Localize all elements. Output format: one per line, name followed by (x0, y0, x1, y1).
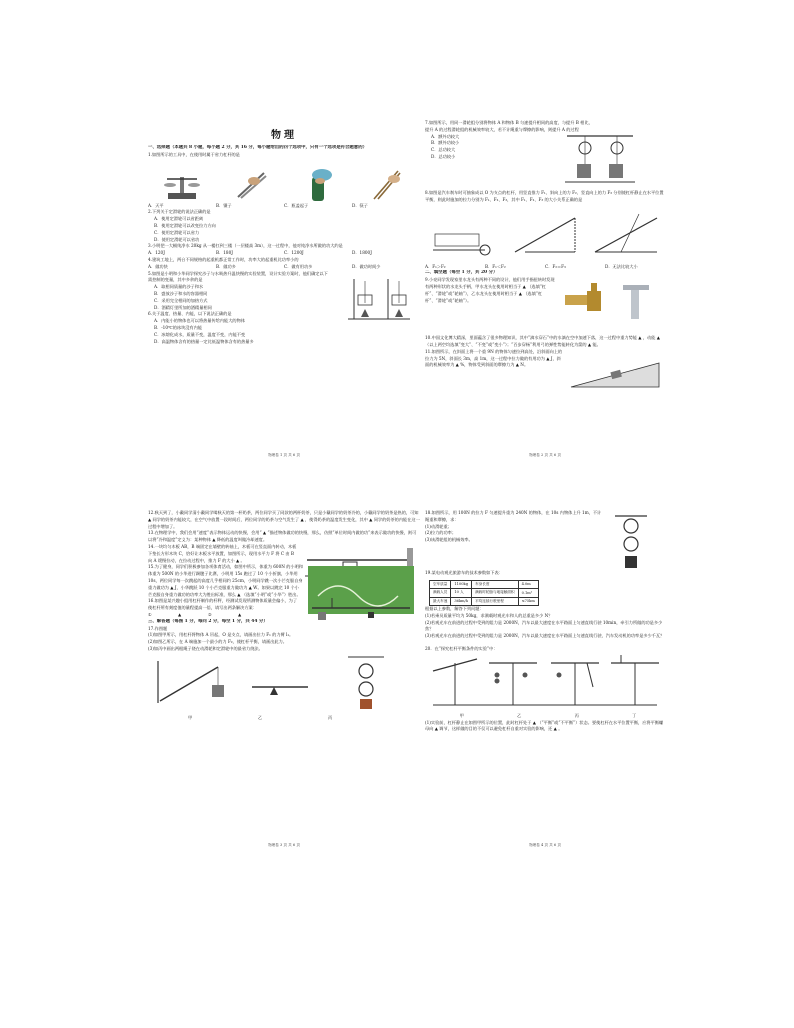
question-14: 14.一块均匀木板 AB，B 端固定在墙壁的转轴上，木板可在竖直面内转动，木板下垫长方形木块 C，恰好让木板水平放置，如图所示，现用水平力 F 将 C 由 B 向 A 缓慢拉动，在拉动过程中，推力 F 的大小 ▲ 。 (148, 543, 297, 563)
option: A．内能小的物体也可以将热量传给内能大的物体 (154, 318, 245, 324)
option: B．F₁＜F₂ (485, 263, 506, 269)
question-20-part-1: (1)实验前，杠杆静止在如图甲所示的位置，此时杠杆处于 ▲ （“平衡”或“不平衡”）状态。要使杠杆在水平位置平衡，应将平衡螺母向 ▲ 调节，这样做的目的不仅可以避免杠杆自重对实验的影响，还 ▲ 。 (425, 719, 664, 732)
option: D．高温物体含有的热量一定比低温物体含有的热量多 (154, 338, 254, 344)
table-row (430, 597, 539, 605)
q1-figure-row (148, 161, 420, 201)
sub-question: (2)若观光车在前进的过程中受到的阻力是 2000N，汽车以最大速度在水平路面上匀速直线行驶 10min，牵引力所做的功是多少焦？ (425, 619, 663, 632)
option: C．F₂＝F₃ (545, 263, 566, 269)
lever-diagrams-figure (425, 204, 665, 260)
option: A．天平 (148, 202, 164, 208)
faucet-figure (561, 281, 661, 325)
question-3: 3.小明把一大桶纯净水 20kg 从一楼扛到三楼（一层楼高 3m），这一过程中，他对纯净水所做的功大约是 (148, 243, 343, 249)
page-title: 物理 (271, 130, 297, 141)
option: D．无法比较大小 (605, 263, 638, 269)
figure-label: 乙 (258, 714, 263, 720)
option: C．1200J (284, 250, 304, 256)
option: D．使用定滑轮可以省功 (154, 236, 200, 242)
option: A．F₁＞F₂ (425, 263, 446, 269)
question-8: 8.如图是汽车刹车时可抽象成以 O 为支点的杠杆，用竖直推力 F₁、斜向上的力 F₂、竖直向上的力 F₃ 分别使杠杆静止在水平位置平衡，则此时施加的拉力分别为 F₁、F₂、F₃，其中 F₁、F₂、F₃ 的大小关系正确的是 (425, 190, 664, 202)
option: A．120J (148, 250, 165, 256)
q17-figures (148, 653, 420, 711)
section-heading: 三、解答题（每图 1 分，每问 2 分，每空 1 分，共 44 分） (148, 618, 268, 624)
answer-blank[interactable]: ▲ (178, 611, 182, 617)
table-cell: 10 人 (451, 589, 472, 597)
question-16: 16.如图是某兴趣小组用杠杆制作的杆秤，经测试发现所测物体质量会偏小，为了使杠杆所有刻度值的量程提高一倍，请写出两条解决方案： (148, 598, 298, 611)
sub-question: (1)如图甲所示，用杠杆将物体 A 吊起，O 是支点，请画出拉力 F₁ 的力臂 l₁。 (148, 632, 294, 638)
q17-figure-labels (188, 715, 398, 722)
sub-question: (2)拉力的功率； (425, 530, 457, 536)
q16-answer-blanks (148, 612, 268, 619)
incline-figure (569, 359, 661, 389)
figure-label: 丙 (328, 714, 333, 720)
exam-page-3 (148, 510, 420, 850)
question-10: 10.中国文化博大精深，里面蕴含了很多物理知识，其中“滴水穿石”中的水滴在空中加速下落，这一过程中重力势能 ▲ ，动能 ▲ （以上两空均选填“变大”、“不变”或“变小”）；“百步穿杨”利用弓的弹性势能转化为箭的 ▲ 能。 (425, 335, 660, 347)
option: D．酒精灯里所加的酒精量相同 (154, 304, 212, 310)
question-13: 13.在物理学中，我们会用“速度”表示物体运动的快慢，会用“ ▲ ”描述物体做功的快慢，那么，仿照“单位时间内做的功”来表示做功的快慢，则可以将“冷和温度”定义为：某种物体 ▲ 降低的温度叫做冷却速度。 (148, 530, 417, 543)
pulley-system-figure (611, 514, 651, 570)
table-cell: 最大车速 (430, 597, 451, 605)
option: A．使用定滑轮可以省距离 (154, 216, 204, 222)
figure-label: 甲 (459, 712, 464, 718)
answer-blank[interactable]: ▲ (238, 611, 242, 617)
exam-page-4 (425, 510, 665, 850)
option: C．总功较大 (431, 147, 456, 153)
tweezers-figure (230, 167, 270, 201)
heating-apparatus-figure (344, 275, 414, 321)
q3-options (148, 250, 420, 257)
figure-label: 丁 (632, 712, 637, 718)
option: B．-10℃的冰块没有内能 (154, 324, 203, 330)
blank-index: ② (208, 611, 212, 617)
option: B．做功多 (216, 263, 236, 269)
question-18: 18.如图所示，用 100N 的拉力 F 匀速提升重为 240N 的物体，在 10s 内物体上升 1m，不计绳重和摩擦，求： (425, 510, 602, 522)
figure-label: 甲 (188, 714, 193, 720)
option: B．镊子 (216, 202, 232, 208)
bottle-opener-figure (298, 167, 338, 201)
question-6: 6.关于温度、热量、内能，以下说法正确的是 (148, 311, 232, 317)
balance-scale-figure (162, 167, 202, 201)
question-12: 12.秋天到了，小戴同学清小戴同学喝秋天的第一杯奶茶，两位同学买了同款的两杯奶茶，只是小戴同学的奶茶冷的，小戴同学的奶茶是热的，可知 ▲ 同学的奶茶内能较大，在空气中放置一段时间后，两位同学的奶茶与空气发生了 ▲ ，使得奶茶的温度发生变化，其中 ▲ 同学的奶茶的内能在这一过程中增加了。 (148, 510, 420, 529)
sub-question: (3)如丙中画出两根绳子绕在动滑轮和定滑轮中的最省力绕法。 (148, 645, 263, 651)
question-5: 5.如图是小明和小华同学探究沙子与水吸热升温快慢的实验装置，设计实验方案时，他们确定以下需控制的变量，其中多余的是 (148, 270, 328, 283)
q1-options (148, 203, 420, 210)
sub-question: (3)该滑轮组的机械效率。 (425, 537, 473, 543)
table-cell: 0.1m² (518, 589, 538, 597)
exam-page-2 (425, 120, 665, 460)
question-11: 11.如图所示，在斜面上将一个重 9N 的物体匀速拉到高处，沿斜面向上的拉力为 5N，斜面长 3m，高 1m，这一过程中拉力做的有用功为 ▲ J，斜面的机械效率为 ▲ %，物体受到斜面的摩擦力为 ▲ N。 (425, 348, 563, 368)
sub-question: (2)如图乙所示，在 A 端施加一个最小的力 F₂，使杠杆平衡，请画出此力。 (148, 639, 287, 645)
table-cell: 车身长度 (472, 580, 519, 588)
option: C．做有用功多 (284, 263, 313, 269)
sub-question: (1)动滑轮重； (425, 523, 452, 529)
question-17: 17.作图题 (148, 625, 168, 631)
table-row (430, 580, 539, 588)
q8-options (425, 264, 665, 271)
page-footer: 物理卷 4 页 共 6 页 (529, 843, 561, 847)
blank-index: ① (148, 611, 152, 617)
option: D．做功时间少 (352, 263, 381, 269)
option: D．筷子 (352, 202, 368, 208)
figure-label: 丙 (574, 712, 579, 718)
table-cell: 满载人员 (430, 589, 451, 597)
option: C．使用定滑轮可以省力 (154, 229, 200, 235)
question-19-intro: 根据以上参数，解答下列问题： (425, 605, 484, 611)
section-heading: 二、填空题（每空 1 分，共 20 分） (425, 270, 498, 276)
table-cell: ≤75km (518, 597, 538, 605)
question-2: 2.下列关于定滑轮的说法正确的是 (148, 209, 211, 215)
page-footer: 物理卷 3 页 共 6 页 (268, 843, 300, 847)
question-20: 20．在“探究杠杆平衡条件的实验”中： (425, 645, 498, 651)
option: B．额外功较小 (431, 140, 460, 146)
sub-question: (3)若观光车在前进的过程中受到的阻力是 2000N，汽车以最大速度在水平路面上匀速直线行驶，汽车发动机的功率是多少千瓦？ (425, 633, 665, 639)
lever-experiment-figures (425, 653, 665, 709)
table-cell: 空车质量 (430, 580, 451, 588)
pulley-lift-figure (565, 134, 635, 184)
option: A．做功快 (148, 263, 168, 269)
chopsticks-figure (366, 167, 406, 201)
option: D．1800J (352, 250, 372, 256)
q4-options (148, 264, 420, 271)
figure-label: 乙 (517, 712, 522, 718)
option: C．瓶盖起子 (284, 202, 309, 208)
option: B．使用定滑轮可以改变拉力方向 (154, 222, 216, 228)
page-footer: 物理卷 2 页 共 6 页 (529, 453, 561, 457)
option: B．180J (216, 250, 233, 256)
question-1: 1.如图所示的工具中，在使用时属于省力杠杆的是 (148, 151, 240, 157)
option: C．冰熔化成水，质量不变，温度不变，内能不变 (154, 331, 246, 337)
option: D．总功较小 (431, 153, 456, 159)
question-7: 7.如图所示，用同一滑轮组分别将物体 A 和物体 B 匀速提升相同的高度，与提升 B 相比，提升 A 的过程滑轮组的机械效率较大，若不计绳重与摩擦的影响，则提升 A 的过程 (425, 120, 593, 132)
option: A．额外功较大 (431, 133, 460, 139)
page-footer: 物理卷 1 页 共 6 页 (268, 453, 300, 457)
table-cell: 1100kg (451, 580, 472, 588)
table-row (430, 589, 539, 597)
question-4: 4.建筑工地上，两台不同规格的起重机都正常工作时，功率大的起重机比功率小的 (148, 256, 299, 262)
question-9: 9.小亮同学发现家里水龙头有两种不同的设计，他们用手指扭转时发现有两种形状的水龙头手柄，甲水龙头在使用时相当于 ▲ （选填“杠杆”、“滑轮”或“轮轴”），乙水龙头在使用时相当于 ▲ （选填“杠杆”、“滑轮”或“轮轴”）。 (425, 277, 555, 303)
steelyard-figure (308, 598, 414, 628)
question-19: 19.某电动观光旅游车的技术参数如下表： (425, 570, 503, 575)
option: B．盛放沙子和水的容器相同 (154, 290, 208, 296)
option: C．采用完全相同的加热方式 (154, 297, 208, 303)
option: A．取相同质量的沙子和水 (154, 284, 204, 290)
question-15: 15.为了健身，同学们积极参加各项体育活动，如图中所示，体重为 600N 的小明和体重为 500N 的小华进行踢毽子比赛，小明用 15s 跑过了 10 个小折旗，小华用 10s，两位同学每一次跳起的高度几乎相同约 25cm，小明同学跳一次小芒克服自身重力做功为 ▲ J，小华跳跃 10 个小芒克服重力做功为 ▲ W。如果以跳完 10 个小芒克服自身重力做功的功率大为胜出标准，那么 ▲ （选填“小明”或“小华”）胜出。 (148, 564, 303, 597)
table-cell: 满载时轮胎与地接触面积 (472, 589, 519, 597)
section-heading: 一、选择题（本题共 8 小题，每小题 2 分，共 16 分，每小题给出的四个选项中，只有一个选项是符合题意的） (148, 145, 367, 150)
table-cell: 平均连续行驶里程 (472, 597, 519, 605)
sub-question: (1)若乘员质量平均为 50kg，求满载时观光车和人的总重是多少 N？ (425, 612, 553, 618)
q20-figure-labels (433, 713, 663, 720)
table-cell: 36km/h (451, 597, 472, 605)
exam-page-1 (148, 120, 420, 460)
spec-table (429, 580, 539, 606)
table-cell: 4.0m (518, 580, 538, 588)
